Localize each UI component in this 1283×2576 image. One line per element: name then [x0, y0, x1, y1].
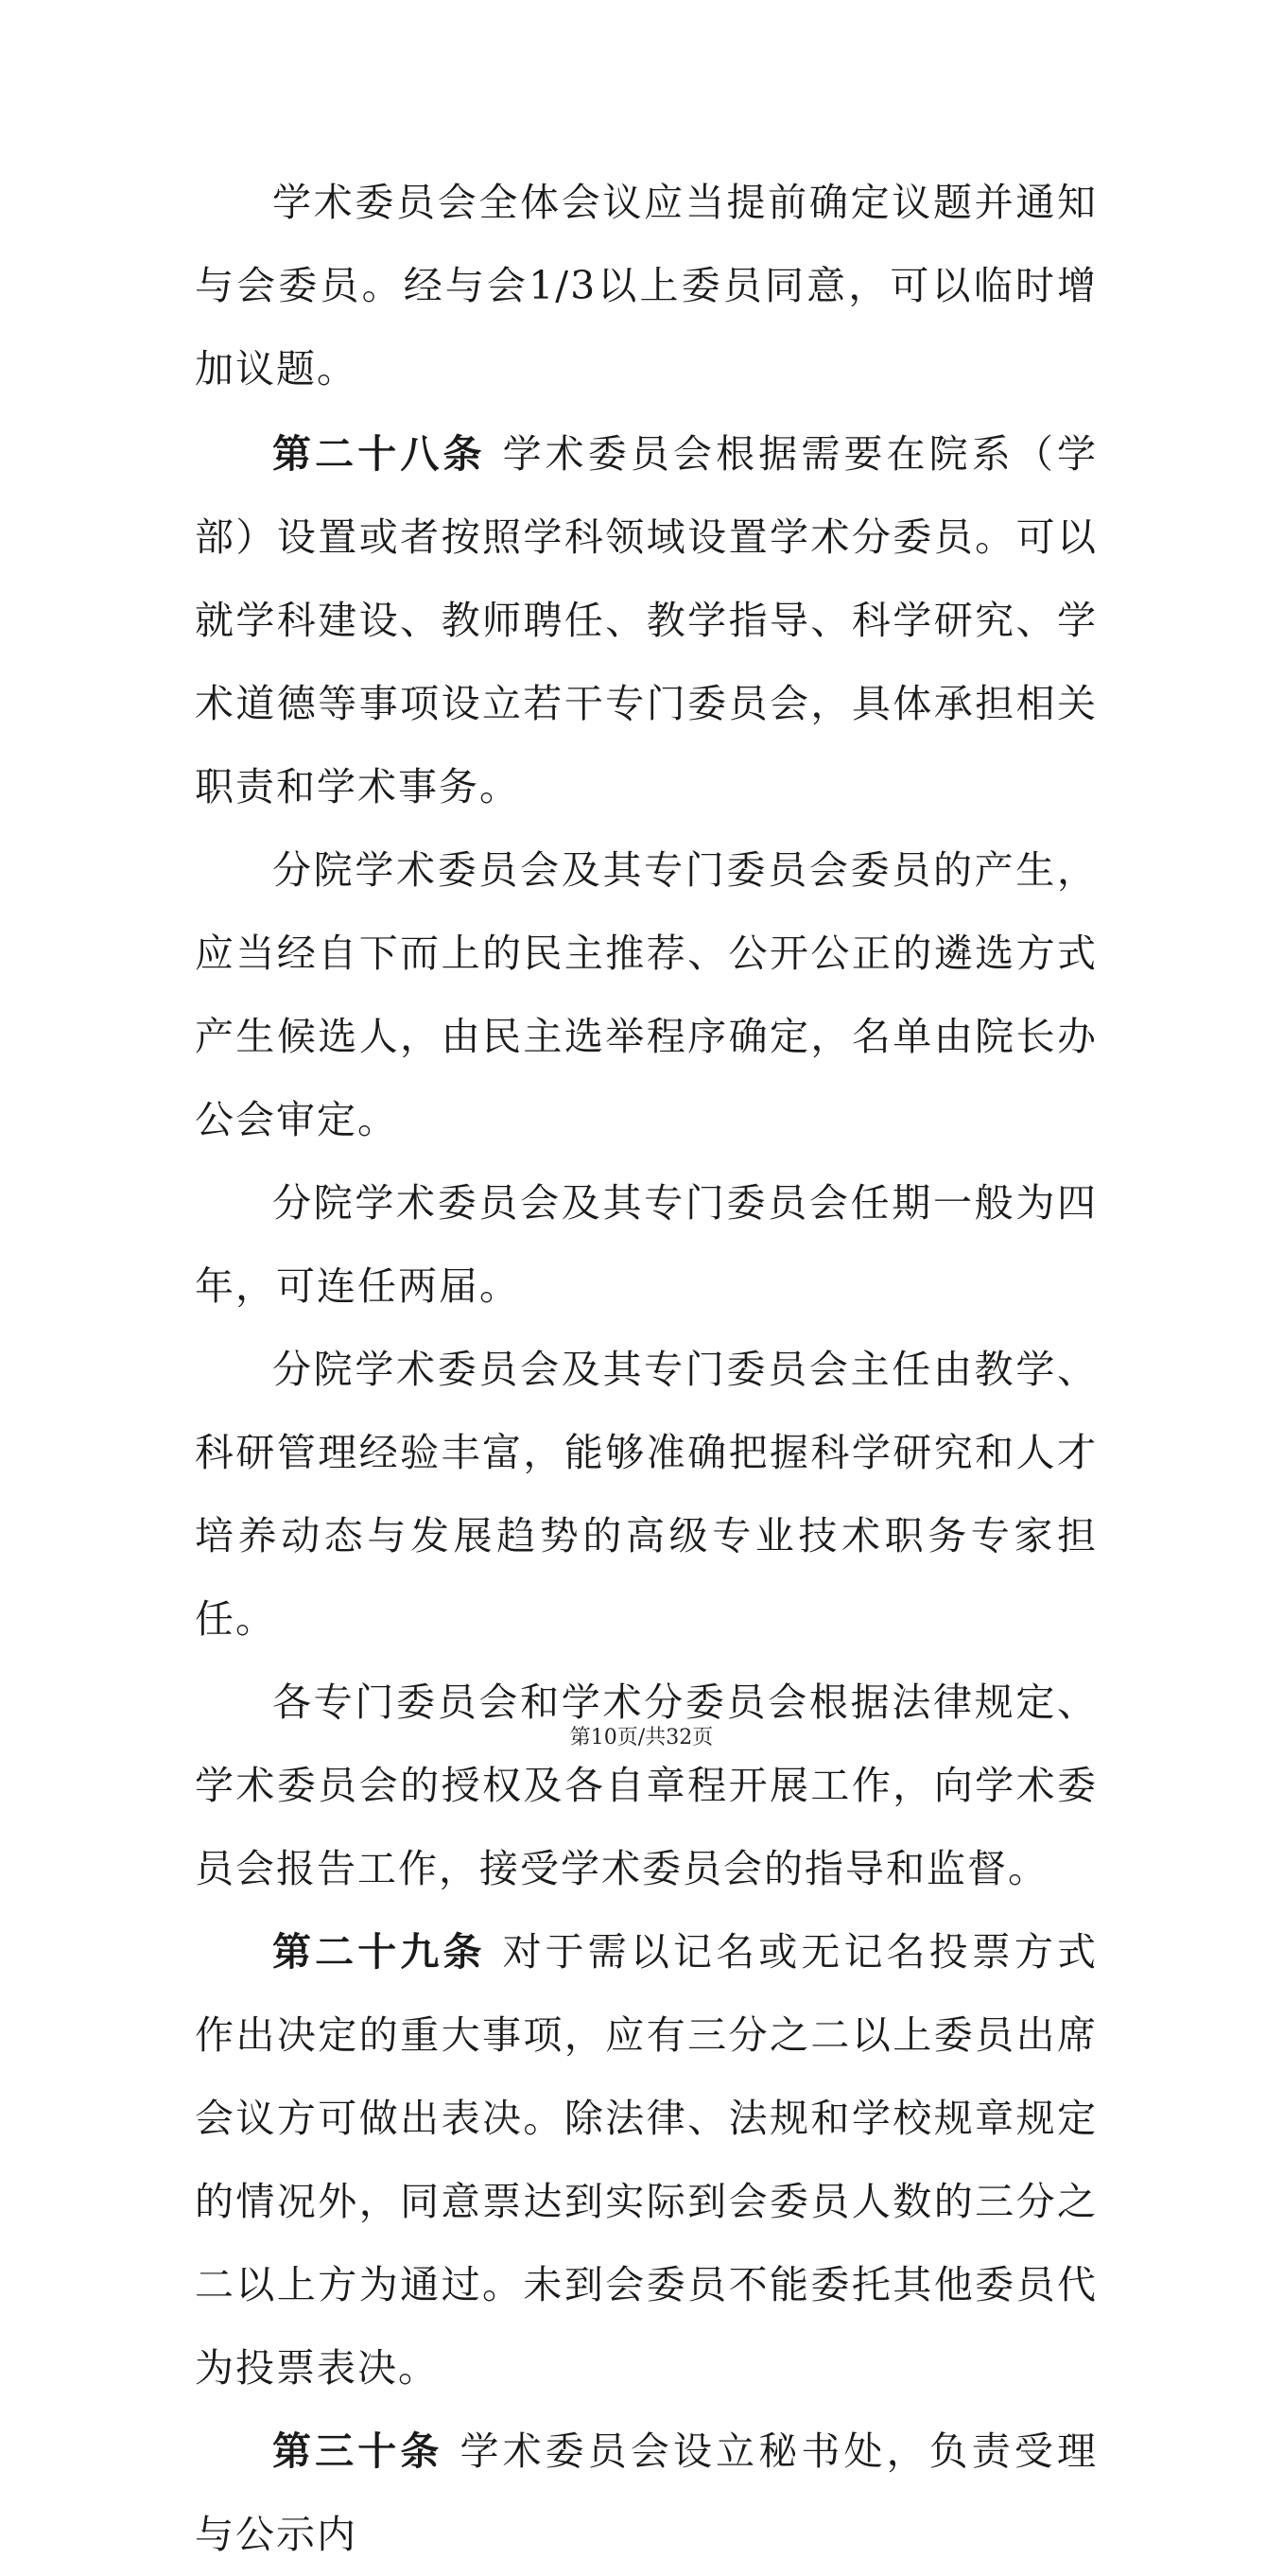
paragraph-4-text: 分院学术委员会及其专门委员会任期一般为四年，可连任两届。 [195, 1180, 1098, 1309]
article-30-text: 学术委员会设立秘书处，负责受理与公示内 [195, 2428, 1099, 2557]
article-29-heading: 第二十九条 [272, 1929, 486, 1975]
paragraph-5 [195, 1328, 1098, 1661]
article-29-text: 对于需以记名或无记名投票方式作出决定的重大事项，应有三分之二以上委员出席会议方可做出表决。除法律、法规和学校规章规定的情况外，同意票达到实际到会委员人数的三分之二以上方为通过。未到会委员不能委托其他委员代为投票表决。 [195, 1929, 1099, 2391]
paragraph-3-text: 分院学术委员会及其专门委员会委员的产生，应当经自下而上的民主推荐、公开公正的遴选方式产生候选人，由民主选举程序确定，名单由院长办公会审定。 [195, 847, 1098, 1142]
paragraph-3 [195, 828, 1098, 1161]
paragraph-4 [195, 1161, 1098, 1328]
article-28-heading: 第二十八条 [272, 431, 486, 477]
article-30-paragraph [195, 2410, 1098, 2576]
paragraph-6-text: 各专门委员会和学术分委员会根据法律规定、学术委员会的授权及各自章程开展工作，向学术委员会报告工作，接受学术委员会的指导和监督。 [195, 1680, 1098, 1891]
paragraph-1-text: 学术委员会全体会议应当提前确定议题并通知与会委员。经与会1/3以上委员同意，可以临时增加议题。 [195, 180, 1098, 392]
article-30-heading: 第三十条 [272, 2428, 443, 2474]
page-number-label: 第10页/共32页 [569, 1726, 714, 1749]
document-body [195, 161, 1098, 2576]
page-number-footer [0, 1721, 1283, 1750]
paragraph-1 [195, 161, 1098, 410]
article-28-paragraph [195, 412, 1098, 828]
article-29-paragraph [195, 1910, 1098, 2410]
article-28-text: 学术委员会根据需要在院系（学部）设置或者按照学科领域设置学术分委员。可以就学科建设、教师聘任、教学指导、科学研究、学术道德等事项设立若干专门委员会，具体承担相关职责和学术事务。 [195, 431, 1099, 809]
paragraph-6 [195, 1661, 1098, 1910]
paragraph-5-text: 分院学术委员会及其专门委员会主任由教学、科研管理经验丰富，能够准确把握科学研究和人才培养动态与发展趋势的高级专业技术职务专家担任。 [195, 1347, 1098, 1642]
